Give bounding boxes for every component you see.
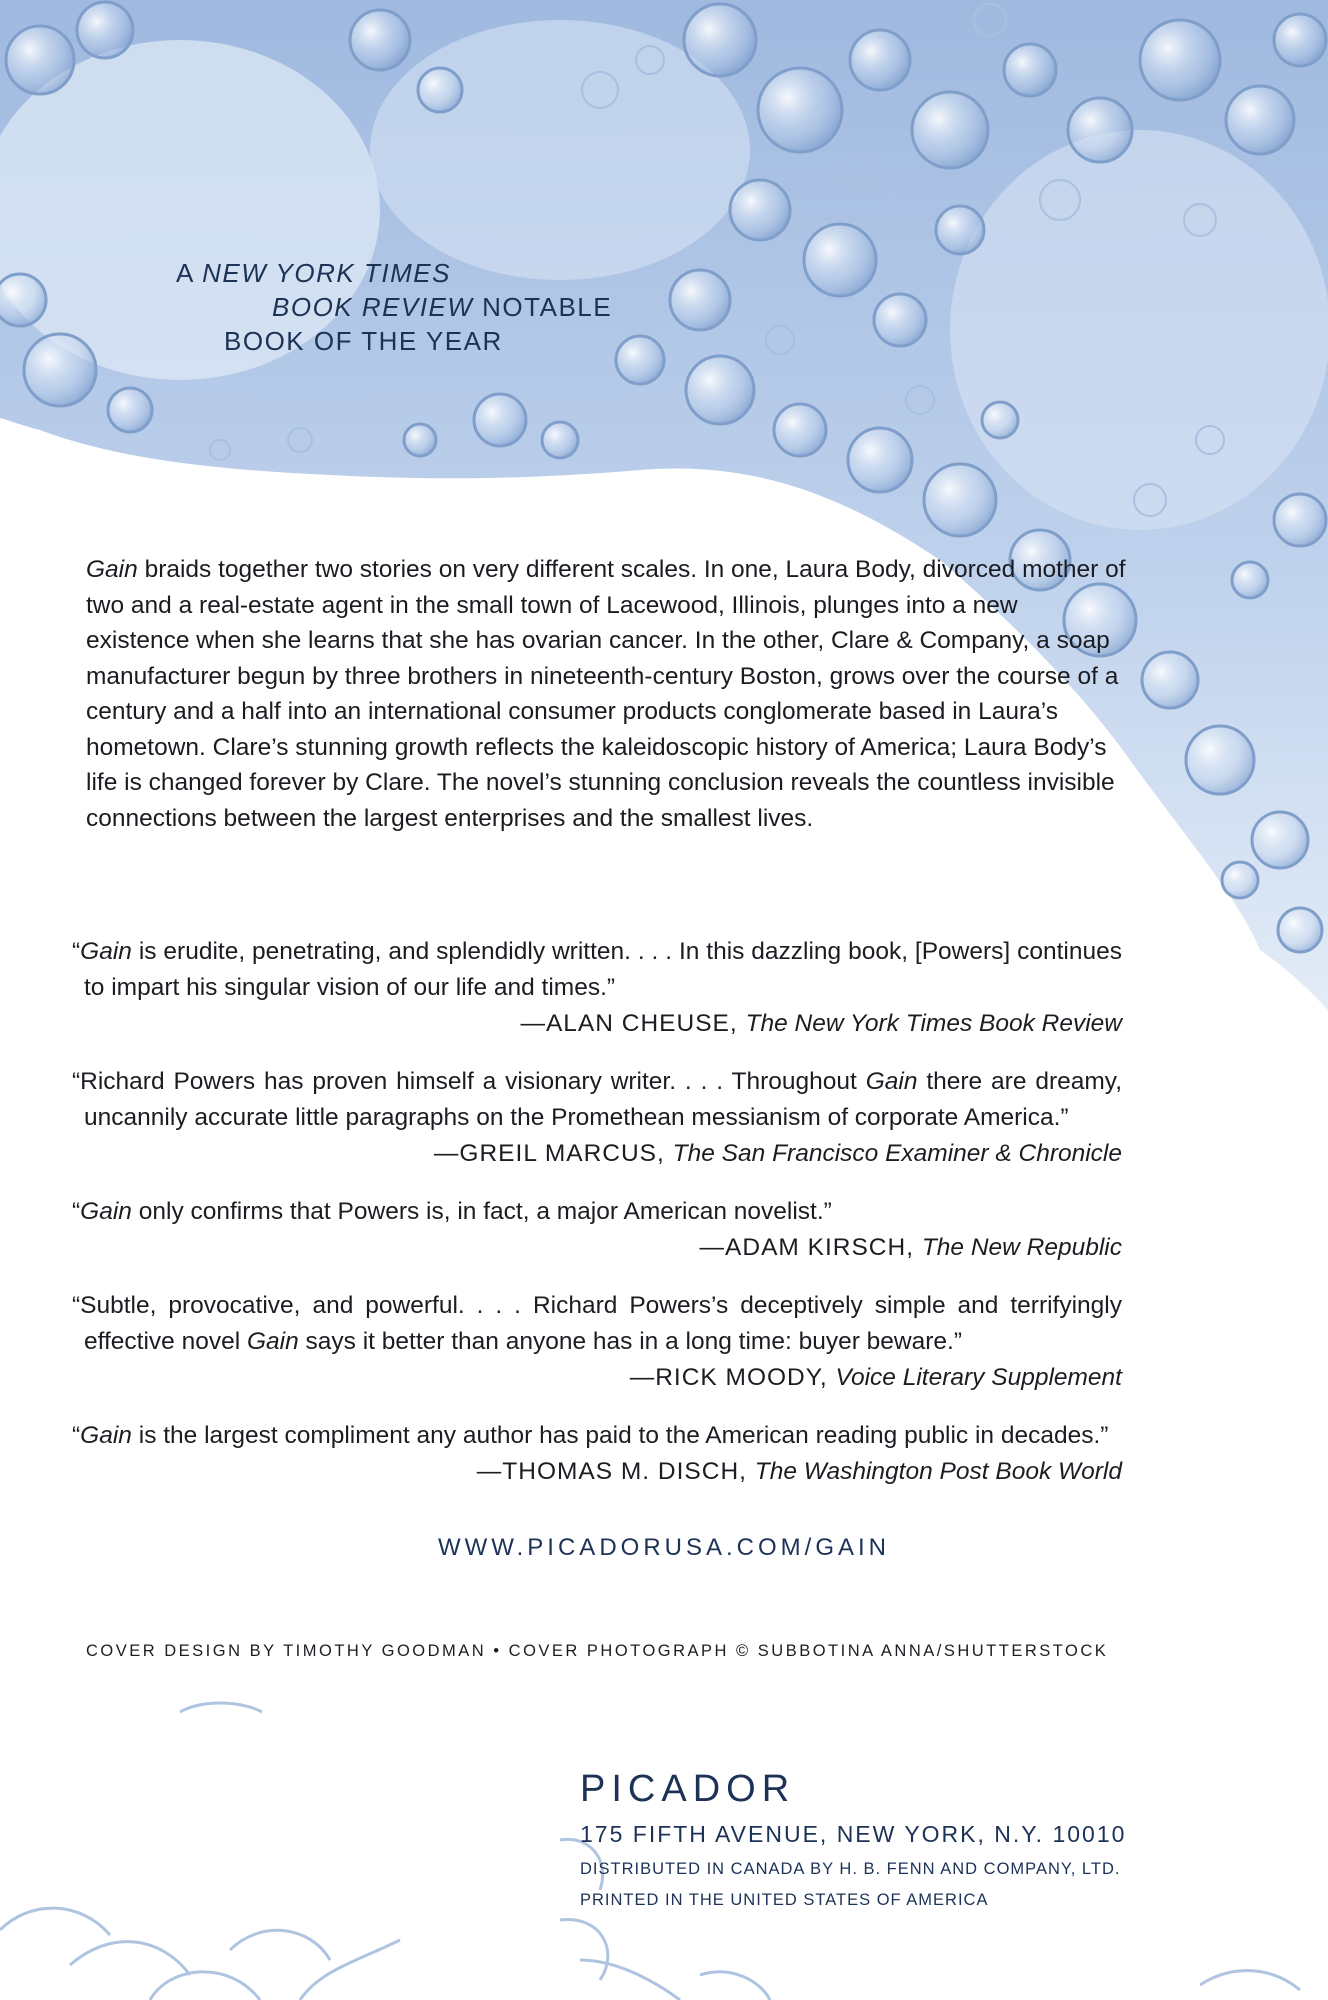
award-line1-prefix: A: [176, 258, 203, 288]
review-quote: “Gain is the largest compliment any author has paid to the American reading public in decades.” —THOMAS M. DISCH, The Washington Post Book World: [72, 1418, 1122, 1490]
award-line2-italic: BOOK REVIEW: [272, 292, 474, 322]
quote-attribution: —ADAM KIRSCH, The New Republic: [699, 1234, 1122, 1261]
award-line2-suffix: NOTABLE: [473, 292, 613, 322]
website-url: WWW.PICADORUSA.COM/GAIN: [438, 1534, 890, 1561]
quote-attribution: —RICK MOODY, Voice Literary Supplement: [629, 1364, 1122, 1391]
review-quote: “Gain is erudite, penetrating, and splendidly written. . . . In this dazzling book, [Powers] continues to impart his singular vision of our life and times.” —ALAN CHEUSE, The New York Times Book Review: [72, 934, 1122, 1042]
publisher-block: [580, 1768, 1126, 1922]
review-quote: “Gain only confirms that Powers is, in fact, a major American novelist.” —ADAM KIRSCH, The New Republic: [72, 1194, 1122, 1266]
distribution-note: DISTRIBUTED IN CANADA BY H. B. FENN AND COMPANY, LTD.: [580, 1860, 1121, 1878]
quote-attribution: —GREIL MARCUS, The San Francisco Examiner & Chronicle: [433, 1140, 1122, 1167]
review-quote: “Subtle, provocative, and powerful. . . . Richard Powers’s deceptively simple and terrifyingly effective novel Gain says it better than anyone has in a long time: buyer beware.” —RICK MOODY, Voice Literary Supplement: [72, 1288, 1122, 1396]
book-description: [86, 552, 1126, 836]
award-line1-italic: NEW YORK TIMES: [202, 258, 451, 288]
description-title: Gain: [86, 556, 138, 583]
award-line3: BOOK OF THE YEAR: [224, 326, 503, 356]
award-banner: [176, 256, 612, 358]
cover-credits: COVER DESIGN BY TIMOTHY GOODMAN • COVER PHOTOGRAPH © SUBBOTINA ANNA/SHUTTERSTOCK: [86, 1642, 1109, 1660]
publisher-address: 175 FIFTH AVENUE, NEW YORK, N.Y. 10010: [580, 1821, 1127, 1847]
description-text: braids together two stories on very different scales. In one, Laura Body, divorced mother of two and a real-estate agent in the small town of Lacewood, Illinois, plunges into a new existence when she learns that she has ovarian cancer. In the other, Clare & Company, a soap manufacturer begun by three brothers in nineteenth-century Boston, grows over the course of a century and a half into an international consumer products conglomerate based in Laura’s hometown. Clare’s stunning growth reflects the kaleidoscopic history of America; Laura Body’s life is changed forever by Clare. The novel’s stunning conclusion reveals the countless invisible connections between the largest enterprises and the smallest lives.: [86, 556, 1126, 832]
review-quotes: [72, 934, 1122, 1512]
review-quote: “Richard Powers has proven himself a visionary writer. . . . Throughout Gain there are dreamy, uncannily accurate little paragraphs on the Promethean messianism of corporate America.” —GREIL MARCUS, The San Francisco Examiner & Chronicle: [72, 1064, 1122, 1172]
quote-attribution: —ALAN CHEUSE, The New York Times Book Review: [520, 1010, 1122, 1037]
publisher-name: PICADOR: [580, 1768, 796, 1810]
quote-attribution: —THOMAS M. DISCH, The Washington Post Book World: [476, 1458, 1122, 1485]
printed-note: PRINTED IN THE UNITED STATES OF AMERICA: [580, 1891, 989, 1909]
